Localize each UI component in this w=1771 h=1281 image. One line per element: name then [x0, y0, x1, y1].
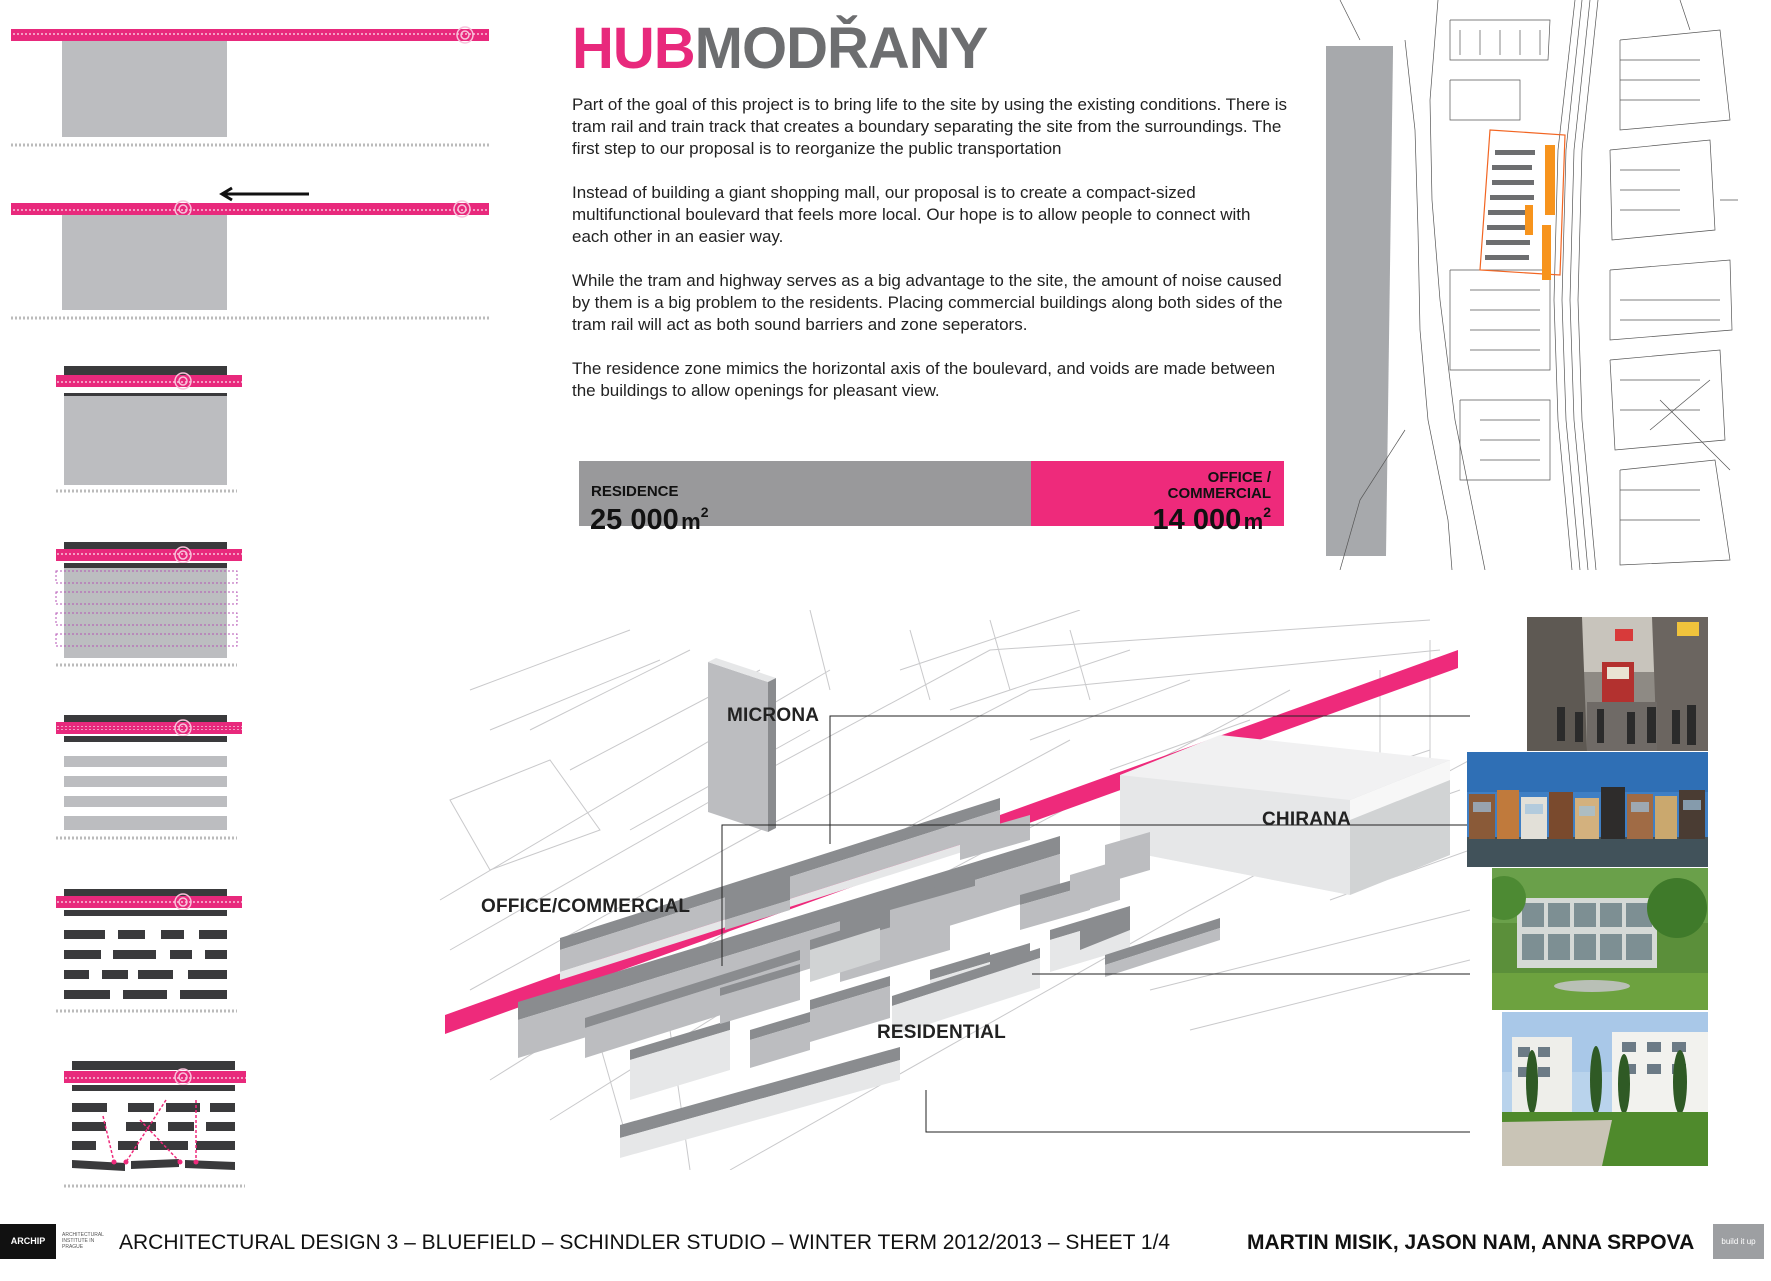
paragraph-boulevard: Instead of building a giant shopping mall, our proposal is to create a compact-sized multifunctional boulevard that feels more local. Our hope is to allow people to connect with each other in an easier way.	[572, 183, 1251, 246]
page-title	[572, 14, 987, 84]
archip-subtitle: ARCHITECTURAL INSTITUTE IN PRAGUE	[62, 1232, 104, 1250]
arrow-left-icon	[222, 188, 309, 200]
build-it-up-tag: build it up	[1713, 1224, 1764, 1259]
title-place: MODŘANY	[694, 16, 988, 81]
diagram-step-2	[11, 188, 489, 318]
project-site-highlight	[1480, 130, 1565, 280]
concept-diagram-column	[0, 0, 500, 1200]
residence-area-value: 25 000 $m^2$	[590, 504, 709, 536]
microna-building	[708, 658, 776, 832]
paragraph-residence: The residence zone mimics the horizontal axis of the boulevard, and voids are made between the buildings to allow openings for pleasant view.	[572, 359, 1276, 400]
residence-label: RESIDENCE	[591, 483, 679, 500]
label-microna: MICRONA	[727, 705, 820, 726]
label-residential: RESIDENTIAL	[877, 1022, 1006, 1043]
river-strip	[1326, 46, 1393, 556]
diagram-step-1	[11, 27, 489, 145]
project-description	[572, 94, 1292, 424]
photo-white-apartments	[1502, 1012, 1708, 1166]
paragraph-transport: Part of the goal of this project is to bring life to the site by using the existing conditions. There is tram rail and train track that creates a boundary separating the site from the surroundings. The first step to our proposal is to reorganize the public transportation	[572, 95, 1288, 158]
office-area-value: 14 000 $m^2$	[1152, 504, 1271, 536]
diagram-step-3	[56, 366, 242, 491]
axonometric-view	[430, 610, 1470, 1170]
office-area-block	[1031, 461, 1284, 536]
diagram-step-7	[64, 1061, 246, 1186]
area-split-bar	[579, 461, 1284, 536]
authors: MARTIN MISIK, JASON NAM, ANNA SRPOVA	[1247, 1231, 1695, 1254]
course-info: ARCHITECTURAL DESIGN 3 – BLUEFIELD – SCHINDLER STUDIO – WINTER TERM 2012/2013 – SHEET 1/4	[119, 1231, 1171, 1254]
diagram-step-4	[56, 542, 242, 665]
label-chirana: CHIRANA	[1262, 809, 1352, 830]
footer-bar	[0, 1224, 1771, 1260]
label-office-commercial: OFFICE/COMMERCIAL	[481, 896, 691, 917]
photo-street-tram	[1527, 617, 1708, 751]
title-hub: HUB	[572, 16, 695, 81]
diagram-step-5	[56, 715, 242, 838]
photo-glass-house	[1492, 868, 1708, 1010]
archip-logo: ARCHIP	[0, 1224, 56, 1259]
paragraph-noise: While the tram and highway serves as a big advantage to the site, the amount of noise caused by them is a big problem to the residents. Placing commercial buildings along both sides of the tram rail will act as both sound barriers and zone seperators.	[572, 271, 1283, 334]
office-label: OFFICE / COMMERCIAL	[1167, 469, 1271, 502]
residence-area-block	[579, 461, 1031, 536]
site-plan-map	[1320, 0, 1740, 570]
photo-waterfront-houses	[1467, 752, 1708, 867]
diagram-step-6	[56, 889, 242, 1011]
